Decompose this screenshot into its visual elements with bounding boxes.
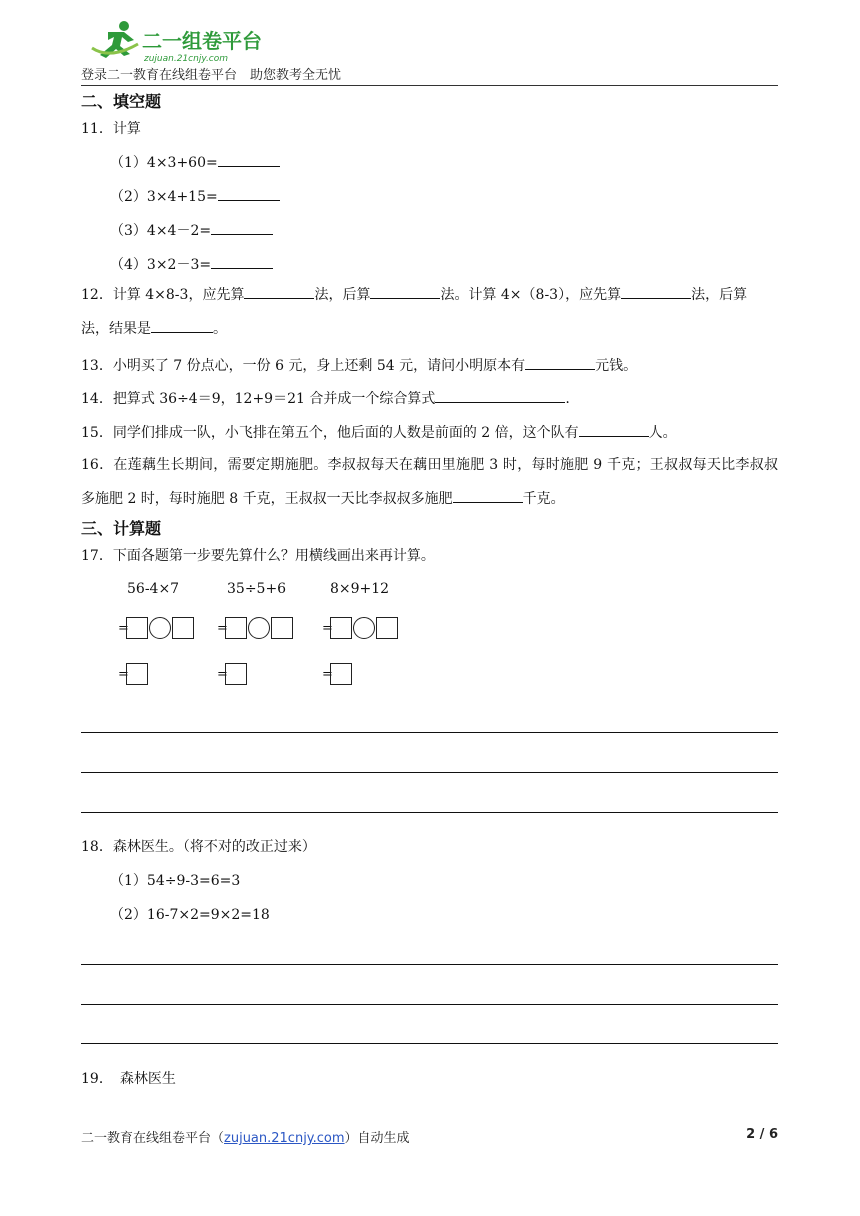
q14-text-1: 14．把算式 36÷4＝9，12+9＝21 合并成一个综合算式 <box>81 391 436 407</box>
q12-text-1: 12．计算 4×8-3，应先算 <box>81 287 245 303</box>
section-title-calculation: 三、计算题 <box>81 519 162 538</box>
q11-stem: 11．计算 <box>81 121 141 137</box>
answer-blank[interactable] <box>435 388 565 403</box>
q15-text-2: 人。 <box>648 425 677 441</box>
q13-text-1: 13．小明买了 7 份点心，一份 6 元，身上还剩 54 元，请问小明原本有 <box>81 358 526 374</box>
q19-stem: 19． 森林医生 <box>81 1071 176 1087</box>
equals-sign: = <box>118 620 129 636</box>
equals-sign: = <box>118 666 129 682</box>
logo-text: 二一组卷平台 <box>142 29 262 53</box>
q11-item-3 <box>110 220 273 240</box>
footer-generated-note <box>81 1127 410 1146</box>
header-divider <box>81 85 778 86</box>
answer-blank[interactable] <box>453 488 523 503</box>
page-number: 2 / 6 <box>746 1127 778 1142</box>
q12-text-6: 。 <box>213 321 227 337</box>
answer-line[interactable] <box>81 732 778 733</box>
answer-blank[interactable] <box>579 422 649 437</box>
answer-box[interactable] <box>126 663 148 685</box>
answer-blank[interactable] <box>211 220 273 235</box>
equals-sign: = <box>217 666 228 682</box>
answer-line[interactable] <box>81 1004 778 1005</box>
answer-line[interactable] <box>81 772 778 773</box>
q16 <box>81 448 778 516</box>
operator-circle[interactable] <box>149 617 171 639</box>
q11-item-1-text: （1）4×3+60= <box>110 155 218 171</box>
section-title-fill-blank: 二、填空题 <box>81 92 162 111</box>
q17-step2-expr2 <box>217 663 247 685</box>
answer-blank[interactable] <box>621 284 691 299</box>
q12-text-4: 法，后算 <box>691 287 748 303</box>
q17-stem: 17．下面各题第一步要先算什么？用横线画出来再计算。 <box>81 548 435 564</box>
q11-item-3-text: （3）4×4－2= <box>110 223 212 239</box>
q18-item-1: （1）54÷9-3=6=3 <box>110 873 241 889</box>
answer-box[interactable] <box>225 617 247 639</box>
q17-step1-expr1 <box>118 617 194 639</box>
q12-text-5: 法，结果是 <box>81 321 151 337</box>
answer-box[interactable] <box>376 617 398 639</box>
footer-link[interactable]: zujuan.21cnjy.com <box>224 1131 345 1146</box>
logo-url: zujuan.21cnjy.com <box>144 54 229 64</box>
q11-item-1 <box>110 152 280 172</box>
answer-box[interactable] <box>330 663 352 685</box>
q15-text-1: 15．同学们排成一队，小飞排在第五个，他后面的人数是前面的 2 倍，这个队有 <box>81 425 579 441</box>
answer-line[interactable] <box>81 1043 778 1044</box>
q14-text-2: . <box>565 391 570 407</box>
runner-logo-icon <box>90 18 300 64</box>
q18-stem: 18．森林医生。（将不对的改正过来） <box>81 839 316 855</box>
header-subtitle: 登录二一教育在线组卷平台 助您教考全无忧 <box>81 68 342 83</box>
q17-step2-expr1 <box>118 663 148 685</box>
q11-item-2 <box>110 186 280 206</box>
q11-item-4 <box>110 254 273 274</box>
answer-blank[interactable] <box>370 284 440 299</box>
q12-text-2: 法，后算 <box>314 287 371 303</box>
platform-logo <box>90 18 300 64</box>
q11-item-2-text: （2）3×4+15= <box>110 189 218 205</box>
q16-text-1: 16．在莲藕生长期间，需要定期施肥。李叔叔每天在藕田里施肥 3 时，每时施肥 9 千克；王叔叔每天比李叔叔多施肥 2 时，每时施肥 8 千克，王叔叔一天比李叔叔多施肥 <box>81 457 778 507</box>
q17-step1-expr3 <box>322 617 398 639</box>
answer-line[interactable] <box>81 964 778 965</box>
answer-blank[interactable] <box>211 254 273 269</box>
equals-sign: = <box>322 666 333 682</box>
answer-line[interactable] <box>81 812 778 813</box>
operator-circle[interactable] <box>353 617 375 639</box>
q17-expression-2: 35÷5+6 <box>227 581 287 597</box>
q17-step1-expr2 <box>217 617 293 639</box>
q15 <box>81 422 677 442</box>
q12-text-3: 法。计算 4×（8-3），应先算 <box>440 287 622 303</box>
answer-blank[interactable] <box>218 152 280 167</box>
q12 <box>81 278 778 346</box>
q18-item-2: （2）16-7×2=9×2=18 <box>110 907 270 923</box>
q13-text-2: 元钱。 <box>595 358 638 374</box>
answer-blank[interactable] <box>151 318 213 333</box>
equals-sign: = <box>322 620 333 636</box>
q11-item-4-text: （4）3×2－3= <box>110 257 212 273</box>
answer-box[interactable] <box>126 617 148 639</box>
answer-blank[interactable] <box>218 186 280 201</box>
q17-expression-1: 56-4×7 <box>127 581 180 597</box>
answer-box[interactable] <box>330 617 352 639</box>
answer-box[interactable] <box>271 617 293 639</box>
q17-step2-expr3 <box>322 663 352 685</box>
operator-circle[interactable] <box>248 617 270 639</box>
answer-blank[interactable] <box>525 355 595 370</box>
footer-suffix: ）自动生成 <box>344 1131 410 1146</box>
q14 <box>81 388 570 408</box>
equals-sign: = <box>217 620 228 636</box>
q16-text-2: 千克。 <box>522 491 565 507</box>
answer-box[interactable] <box>172 617 194 639</box>
q13 <box>81 355 637 375</box>
q17-expression-3: 8×9+12 <box>330 581 390 597</box>
answer-box[interactable] <box>225 663 247 685</box>
footer-prefix: 二一教育在线组卷平台（ <box>81 1131 225 1146</box>
answer-blank[interactable] <box>244 284 314 299</box>
